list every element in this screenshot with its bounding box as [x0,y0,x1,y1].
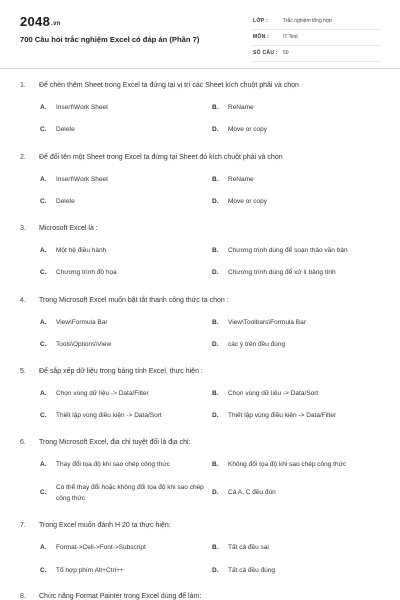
site-logo[interactable] [20,14,61,29]
option-text: Insert\Work Sheet [56,176,108,183]
option-text: Thiết lập vùng điều kiện -> Data/Filter [228,412,337,419]
option-text: Tất cả đều sai [228,544,269,551]
question-text: Để sắp xếp dữ liệu trong bảng tính Excel, thực hiện : [39,368,203,375]
option-letter: A. [40,247,47,254]
question-number: 1. [20,82,26,89]
meta-row-count [253,47,381,62]
option-letter: C. [40,489,47,496]
question-text: Để chèn thêm Sheet trong Excel ta đứng tại vị trí các Sheet kích chuột phải và chọn [39,82,299,89]
question-text: Trong Microsoft Excel, địa chỉ tuyệt đối là địa chỉ: [39,439,191,446]
option-letter: C. [40,412,47,419]
question-text: Chức năng Format Painter trong Excel dùng để làm: [39,593,202,600]
option-letter: A. [40,176,47,183]
question-number: 3. [20,225,26,232]
logo-main-text: 2048 [20,14,51,29]
option-letter: B. [212,390,219,397]
option-letter: A. [40,390,47,397]
meta-label: MÔN : [253,34,270,40]
option-letter: D. [212,198,219,205]
option-text: Tổ hợp phím Alt+Ctrl++ [56,567,124,574]
option-text: Chọn vùng dữ liệu -> Data/Filter [56,390,149,397]
meta-row-class [253,15,381,30]
option-text: Cả A, C đều đún [228,489,276,496]
option-letter: D. [212,567,219,574]
option-letter: B. [212,461,219,468]
logo-tld-text: .vn [51,21,61,27]
meta-info-panel [253,15,381,63]
option-text: Delete [56,198,75,205]
document-header [0,0,400,70]
question-number: 8. [20,593,26,600]
question-text: Trong Microsoft Excel muốn bật tắt thanh công thức ta chọn : [39,297,229,304]
option-text: View\Toolbars\Formula Bar [228,319,306,326]
meta-value: 50 [283,50,289,56]
meta-label: SỐ CÂU : [253,50,278,56]
question-text: Microsoft Excel là : [39,225,98,232]
option-letter: C. [40,269,47,276]
option-text: Format->Cell->Font->Subscript [56,544,146,551]
option-letter: A. [40,544,47,551]
option-letter: D. [212,341,219,348]
option-letter: B. [212,247,219,254]
header-divider [0,68,400,69]
question-number: 4. [20,297,26,304]
option-text: Tất cả đều đúng [228,567,275,574]
question-text: Trong Excel muốn đánh H 20 ta thực hiện: [39,522,171,529]
question-number: 5. [20,368,26,375]
option-letter: C. [40,341,47,348]
option-text: View\Formula Bar [56,319,108,326]
option-letter: B. [212,544,219,551]
option-text: Tools\Options\View [56,341,112,348]
meta-label: LỚP : [253,18,269,24]
option-text: Insert\Work Sheet [56,104,108,111]
option-letter: D. [212,269,219,276]
question-text: Để đổi tên một Sheet trong Excel ta đứng tại Sheet đó kích chuột phải và chọn [39,154,283,161]
option-text: ReName [228,104,254,111]
option-letter: C. [40,126,47,133]
option-text: Có thể thay đổi hoặc không đổi tọa độ khi sao chép công thức [56,484,204,502]
option-letter: B. [212,104,219,111]
option-letter: A. [40,461,47,468]
option-text: ReName [228,176,254,183]
option-letter: D. [212,126,219,133]
option-text: các ý trên đều đúng [228,341,286,348]
option-text: Thiết lập vùng điều kiện -> Data/Sort [56,412,162,419]
question-number: 7. [20,522,26,529]
option-text: Chọn vùng dữ liệu -> Data/Sort [228,390,319,397]
option-text: Chương trình đồ họa [56,269,117,276]
option-text: Chương trình dùng để xử lí bảng tính [228,269,336,276]
option-text: Move or copy [228,126,268,133]
option-text: Một hệ điều hành [56,247,107,254]
option-letter: C. [40,198,47,205]
option-letter: A. [40,104,47,111]
option-letter: D. [212,489,219,496]
option-letter: A. [40,319,47,326]
option-text: Không đổi tọa độ khi sao chép công thức [228,461,347,468]
option-letter: B. [212,176,219,183]
option-text: Delete [56,126,75,133]
option-letter: B. [212,319,219,326]
option-text: Chương trình dùng để soạn thảo văn bản [228,247,348,254]
option-text: Move or copy [228,198,268,205]
meta-value: Trắc nghiệm tổng hợp [283,18,332,24]
meta-value: IT Test [283,34,298,40]
option-letter: C. [40,567,47,574]
page-title: 700 Câu hỏi trắc nghiệm Excel có đáp án (Phần 7) [20,35,200,44]
option-letter: D. [212,412,219,419]
option-text: Thay đổi tọa độ khi sao chép công thức [56,461,170,468]
question-number: 2. [20,154,26,161]
meta-row-subject [253,31,381,46]
question-number: 6. [20,439,26,446]
